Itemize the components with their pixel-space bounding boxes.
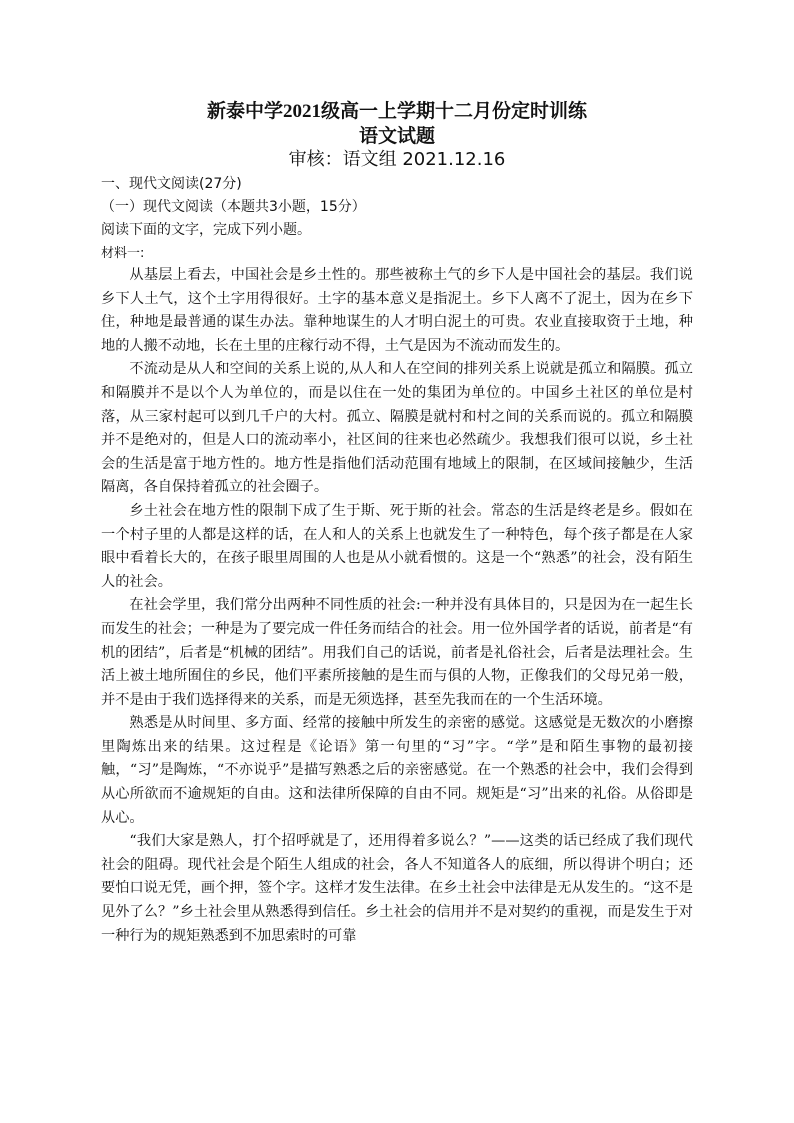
passage-paragraph-4: 在社会学里，我们常分出两种不同性质的社会:一种并没有具体目的，只是因为在一起生长而发生的社会；一种是为了要完成一件任务而结合的社会。用一位外国学者的话说，前者是“有机的团结”，后者是“机械的团结”。用我们自己的话说，前者是礼俗社会，后者是法理社会。生活上被土地所囿住的乡民，他们平素所接触的是生而与俱的人物，正像我们的父母兄弟一般，并不是由于我们选择得来的关系，而是无须选择，甚至先我而在的一个生活环境。 xyxy=(101,597,693,708)
passage-paragraph-2: 不流动是从人和空间的关系上说的,从人和人在空间的排列关系上说就是孤立和隔膜。孤立和隔膜并不是以个人为单位的，而是以住在一处的集团为单位的。中国乡土社区的单位是村落，从三家村起可以到几千户的大村。孤立、隔膜是就村和村之间的关系而说的。孤立和隔膜并不是绝对的，但是人口的流动率小，社区间的往来也必然疏少。我想我们很可以说，乡土社会的生活是富于地方性的。地方性是指他们活动范围有地域上的限制，在区域间接触少，生活隔离，各自保持着孤立的社会圈子。 xyxy=(101,361,693,496)
passage-paragraph-5: 熟悉是从时间里、多方面、经常的接触中所发生的亲密的感觉。这感觉是无数次的小磨擦里陶炼出来的结果。这过程是《论语》第一句里的“习”字。“学”是和陌生事物的最初接触，“习”是陶炼，“不亦说乎”是描写熟悉之后的亲密感觉。在一个熟悉的社会中，我们会得到从心所欲而不逾规矩的自由。这和法律所保障的自由不同。规矩是“习”出来的礼俗。从俗即是从心。 xyxy=(101,715,693,826)
section-heading: 一、现代文阅读(27分) xyxy=(101,176,242,192)
passage-paragraph-1: 从基层上看去，中国社会是乡土性的。那些被称土气的乡下人是中国社会的基层。我们说乡下人土气，这个土字用得很好。土字的基本意义是指泥土。乡下人离不了泥土，因为在乡下住，种地是最普通的谋生办法。靠种地谋生的人才明白泥土的可贵。农业直接取资于土地，种地的人搬不动地，长在土里的庄稼行动不得，土气是因为不流动而发生的。 xyxy=(101,267,693,354)
material-label: 材料一: xyxy=(101,246,145,261)
passage-paragraph-3: 乡土社会在地方性的限制下成了生于斯、死于斯的社会。常态的生活是终老是乡。假如在一个村子里的人都是这样的话，在人和人的关系上也就发生了一种特色，每个孩子都是在人家眼中看着长大的，在孩子眼里周围的人也是从小就看惯的。这是一个“熟悉”的社会，没有陌生人的社会。 xyxy=(101,502,693,590)
reviewer-line: 审核：语文组 2021.12.16 xyxy=(288,149,506,170)
instruction: 阅读下面的文字，完成下列小题。 xyxy=(101,222,311,238)
passage-paragraph-6: “我们大家是熟人，打个招呼就是了，还用得着多说么？”——这类的话已经成了我们现代社会的阻碍。现代社会是个陌生人组成的社会，各人不知道各人的底细，所以得讲个明白；还要怕口说无凭，画个押，签个字。这样才发生法律。在乡土社会中法律是无从发生的。“这不是见外了么？”乡土社会里从熟悉得到信任。乡土社会的信用并不是对契约的重视，而是发生于对一种行为的规矩熟悉到不加思索时的可靠 xyxy=(101,833,693,944)
exam-subtitle: 语文试题 xyxy=(358,126,435,147)
passage-body xyxy=(101,264,693,948)
exam-title: 新泰中学2021级高一上学期十二月份定时训练 xyxy=(206,101,587,122)
section-subheading: （一）现代文阅读（本题共3小题，15分） xyxy=(101,199,366,215)
